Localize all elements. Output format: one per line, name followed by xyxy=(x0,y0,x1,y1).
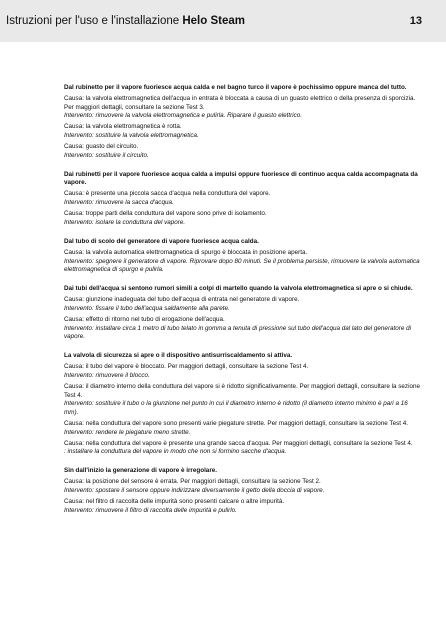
problem-heading: Dal tubo di scolo del generatore di vapore fuoriesce acqua calda. xyxy=(64,237,259,245)
intervention-text: Intervento: rimuovere la sacca d'acqua. xyxy=(64,199,174,207)
intervention-text: Intervento: sostituire il circuito. xyxy=(64,151,149,159)
problem-heading: Dai tubi dell'acqua si sentono rumori simili a colpi di martello quando la valvola elettromagnetica si apre o si chiude. xyxy=(64,285,413,293)
cause-item xyxy=(64,249,420,275)
intervention-text: Intervento: rimuovere il filtro di raccolta delle impurità e pulirlo. xyxy=(64,506,237,514)
intervention-text: : installare la conduttura del vapore in modo che non si formino sacche d'acqua. xyxy=(64,448,287,456)
intervention-text: Intervento: sostituire il tubo o la giunzione nel punto in cui il diametro interno è ridotto (il diametro interno minimo è pari a 16 mm). xyxy=(64,400,408,416)
cause-item xyxy=(64,316,420,342)
problem-heading: Sin dall'inizio la generazione di vapore è irregolare. xyxy=(64,467,218,475)
intervention-text: Intervento: spegnere il generatore di vapore. Riprovare dopo 80 minuti. Se il problema persiste, rimuovere la valvola automatica elettromagnetica di spurgo e pulirla. xyxy=(64,257,420,274)
cause-text: Causa: il diametro interno della conduttura del vapore si è ridotto significativamente. Per maggiori dettagli, consultare la sezione Test 4. xyxy=(64,383,420,399)
intervention-text: Intervento: fissare il tubo dell'acqua saldamente alla parete. xyxy=(64,304,230,312)
intervention-text: Intervento: isolare la conduttura del vapore. xyxy=(64,218,186,226)
cause-text: Causa: nella conduttura del vapore è presente una grande sacca d'acqua. Per maggiori dettagli, consultare la sezione Test 4. xyxy=(64,439,413,447)
cause-item xyxy=(64,123,420,140)
cause-item xyxy=(64,296,420,313)
cause-text: Causa: la valvola elettromagnetica dell'acqua in entrata è bloccata a causa di un guasto elettrico o della presenza di sporcizia. Per maggiori dettagli, consultare la sezione Test 3. xyxy=(64,95,416,111)
page-header xyxy=(0,0,446,42)
cause-item xyxy=(64,478,420,495)
problem-section xyxy=(64,467,420,515)
cause-text: Causa: effetto di ritorno nel tubo di erogazione dell'acqua. xyxy=(64,315,225,323)
cause-text: Causa: il tubo del vapore è bloccato. Per maggiori dettagli, consultare la sezione Test 4. xyxy=(64,363,309,371)
title-product: Helo Steam xyxy=(182,15,245,27)
cause-text: Causa: troppe parti della conduttura del vapore sono prive di isolamento. xyxy=(64,210,267,218)
cause-text: Causa: la valvola automatica elettromagnetica di spurgo è bloccata in posizione aperta. xyxy=(64,248,308,256)
cause-text: Causa: la posizione del sensore è errata. Per maggiori dettagli, consultare la sezione Test 2. xyxy=(64,478,321,486)
problem-section xyxy=(64,84,420,160)
cause-text: Causa: giunzione inadeguata del tubo dell'acqua di entrata nel generatore di vapore. xyxy=(64,296,300,304)
page-number: 13 xyxy=(409,15,422,27)
cause-item xyxy=(64,95,420,121)
cause-item xyxy=(64,143,420,160)
intervention-text: Intervento: spostare il sensore oppure indirizzare diversamente il getto della doccia di vapore. xyxy=(64,486,325,494)
intervention-text: Intervento: rendere le piegature meno strette. xyxy=(64,428,191,436)
intervention-text: Intervento: rimuovere il blocco. xyxy=(64,371,150,379)
cause-item xyxy=(64,210,420,227)
document-title xyxy=(6,15,245,27)
cause-item xyxy=(64,420,420,437)
problem-section xyxy=(64,238,420,275)
cause-item xyxy=(64,498,420,515)
cause-text: Causa: nella conduttura del vapore sono presenti varie piegature strette. Per maggiori dettagli, consultare la sezione Test 4. xyxy=(64,419,408,427)
problem-section xyxy=(64,285,420,342)
intervention-text: Intervento: installare circa 1 metro di tubo telato in gomma a tenuta di pressione sul tubo dell'acqua dal lato del generatore di vapore. xyxy=(64,324,412,341)
intervention-text: Intervento: sostituire la valvola elettromagnetica. xyxy=(64,131,199,139)
troubleshooting-content xyxy=(64,84,420,526)
title-prefix: Istruzioni per l'uso e l'installazione xyxy=(6,15,180,27)
cause-item xyxy=(64,190,420,207)
intervention-text: Intervento: rimuovere la valvola elettromagnetica e pulirla. Riparare il guasto elettrico. xyxy=(64,112,302,120)
cause-item xyxy=(64,440,420,457)
cause-text: Causa: la valvola elettromagnetica è rotta. xyxy=(64,123,182,131)
cause-item xyxy=(64,383,420,417)
problem-section xyxy=(64,171,420,228)
cause-text: Causa: è presente una piccola sacca d'acqua nella conduttura del vapore. xyxy=(64,190,271,198)
problem-heading: Dai rubinetti per il vapore fuoriesce acqua calda a impulsi oppure fuoriesce di continuo acqua calda accompagnata da vapore. xyxy=(64,170,418,187)
cause-text: Causa: nel filtro di raccolta delle impurità sono presenti calcare o altre impurità. xyxy=(64,498,285,506)
problem-heading: La valvola di sicurezza si apre o il dispositivo antisurriscaldamento si attiva. xyxy=(64,352,293,360)
cause-text: Causa: guasto del circuito. xyxy=(64,143,139,151)
problem-heading: Dal rubinetto per il vapore fuoriesce acqua calda e nel bagno turco il vapore è pochissimo oppure manca del tutto. xyxy=(64,84,407,91)
cause-item xyxy=(64,363,420,380)
problem-section xyxy=(64,352,420,457)
